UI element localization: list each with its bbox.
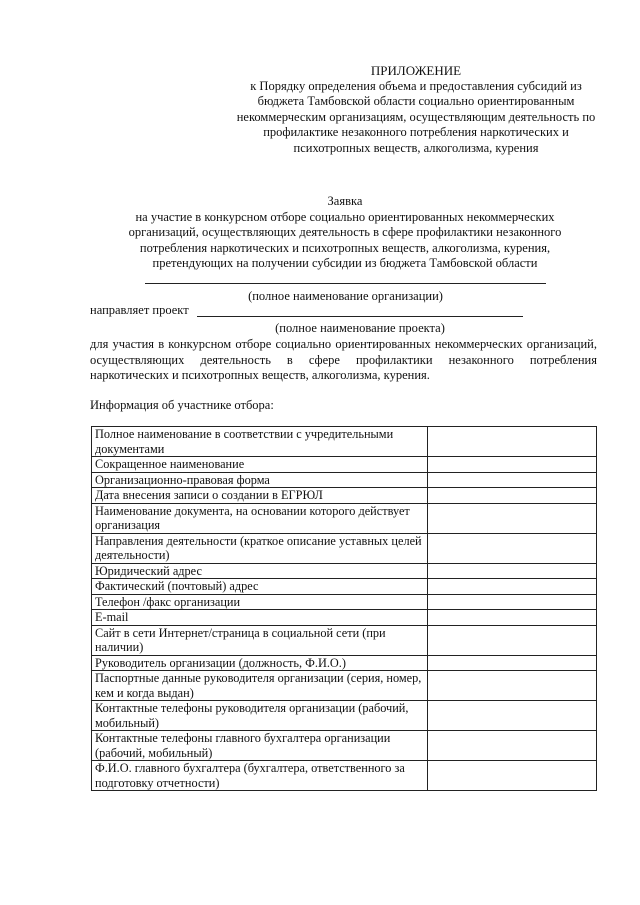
row-value-cell[interactable] — [428, 427, 597, 457]
row-value-cell[interactable] — [428, 503, 597, 533]
row-value-cell[interactable] — [428, 671, 597, 701]
table-row — [92, 563, 597, 579]
row-label: Направления деятельности (краткое описание уставных целей деятельности) — [92, 533, 428, 563]
appendix-line: профилактике незаконного потребления наркотических и — [263, 125, 569, 139]
row-label: Телефон /факс организации — [92, 594, 428, 610]
table-row — [92, 488, 597, 504]
application-line: претендующих на получении субсидии из бюджета Тамбовской области — [152, 256, 538, 270]
application-line: на участие в конкурсном отборе социально ориентированных некоммерческих — [135, 209, 555, 224]
info-heading: Информация об участнике отбора: — [90, 398, 274, 412]
appendix-line: бюджета Тамбовской области социально ориентированным — [257, 94, 575, 108]
row-value-cell[interactable] — [428, 625, 597, 655]
appendix-heading: ПРИЛОЖЕНИЕ — [370, 63, 462, 78]
row-label: E-mail — [92, 610, 428, 626]
participant-info-table — [91, 426, 597, 791]
table-row — [92, 503, 597, 533]
org-name-caption: (полное наименование организации) — [248, 289, 443, 303]
application-title-block — [95, 194, 595, 272]
project-label: направляет проект — [90, 303, 189, 317]
application-line: потребления наркотических и психотропных веществ, алкоголизма, курения, — [139, 240, 551, 255]
row-label: Контактные телефоны главного бухгалтера организации (рабочий, мобильный) — [92, 731, 428, 761]
appendix-line: к Порядку определения объема и предоставления субсидий из — [250, 78, 582, 93]
row-label: Полное наименование в соответствии с учредительными документами — [92, 427, 428, 457]
table-row — [92, 457, 597, 473]
row-value-cell[interactable] — [428, 488, 597, 504]
row-value-cell[interactable] — [428, 457, 597, 473]
project-name-caption: (полное наименование проекта) — [275, 321, 445, 335]
appendix-block — [200, 63, 632, 156]
row-value-cell[interactable] — [428, 472, 597, 488]
table-row — [92, 761, 597, 791]
row-label: Организационно-правовая форма — [92, 472, 428, 488]
row-value-cell[interactable] — [428, 533, 597, 563]
table-row — [92, 579, 597, 595]
table-row — [92, 472, 597, 488]
row-value-cell[interactable] — [428, 701, 597, 731]
table-row — [92, 625, 597, 655]
table-row — [92, 671, 597, 701]
row-label: Сайт в сети Интернет/страница в социальной сети (при наличии) — [92, 625, 428, 655]
row-value-cell[interactable] — [428, 579, 597, 595]
appendix-line: психотропных веществ, алкоголизма, курения — [293, 140, 539, 155]
row-label: Дата внесения записи о создании в ЕГРЮЛ — [92, 488, 428, 504]
row-value-cell[interactable] — [428, 761, 597, 791]
table-row — [92, 427, 597, 457]
table-row — [92, 594, 597, 610]
row-value-cell[interactable] — [428, 655, 597, 671]
row-value-cell[interactable] — [428, 563, 597, 579]
row-value-cell[interactable] — [428, 731, 597, 761]
table-row — [92, 610, 597, 626]
row-label: Ф.И.О. главного бухгалтера (бухгалтера, ответственного за подготовку отчетности) — [92, 761, 428, 791]
purpose-paragraph: для участия в конкурсном отборе социально ориентированных некоммерческих организаций, осуществляющих деятельность в сфере профилактики незаконного потребления наркотических и психотропных веществ, алкоголизма, курения. — [90, 337, 597, 382]
table-row — [92, 701, 597, 731]
row-label: Сокращенное наименование — [92, 457, 428, 473]
row-label: Юридический адрес — [92, 563, 428, 579]
appendix-line: некоммерческим организациям, осуществляющим деятельность по — [236, 109, 596, 124]
org-name-line[interactable] — [145, 283, 546, 284]
row-label: Руководитель организации (должность, Ф.И.О.) — [92, 655, 428, 671]
table-row — [92, 655, 597, 671]
row-label: Паспортные данные руководителя организации (серия, номер, кем и когда выдан) — [92, 671, 428, 701]
row-value-cell[interactable] — [428, 594, 597, 610]
row-label: Наименование документа, на основании которого действует организация — [92, 503, 428, 533]
row-label: Контактные телефоны руководителя организации (рабочий, мобильный) — [92, 701, 428, 731]
table-row — [92, 731, 597, 761]
application-line: организаций, осуществляющих деятельность в сфере профилактики незаконного — [128, 225, 562, 239]
row-value-cell[interactable] — [428, 610, 597, 626]
row-label: Фактический (почтовый) адрес — [92, 579, 428, 595]
table-row — [92, 533, 597, 563]
project-name-line[interactable] — [197, 316, 523, 317]
application-heading: Заявка — [327, 194, 363, 208]
